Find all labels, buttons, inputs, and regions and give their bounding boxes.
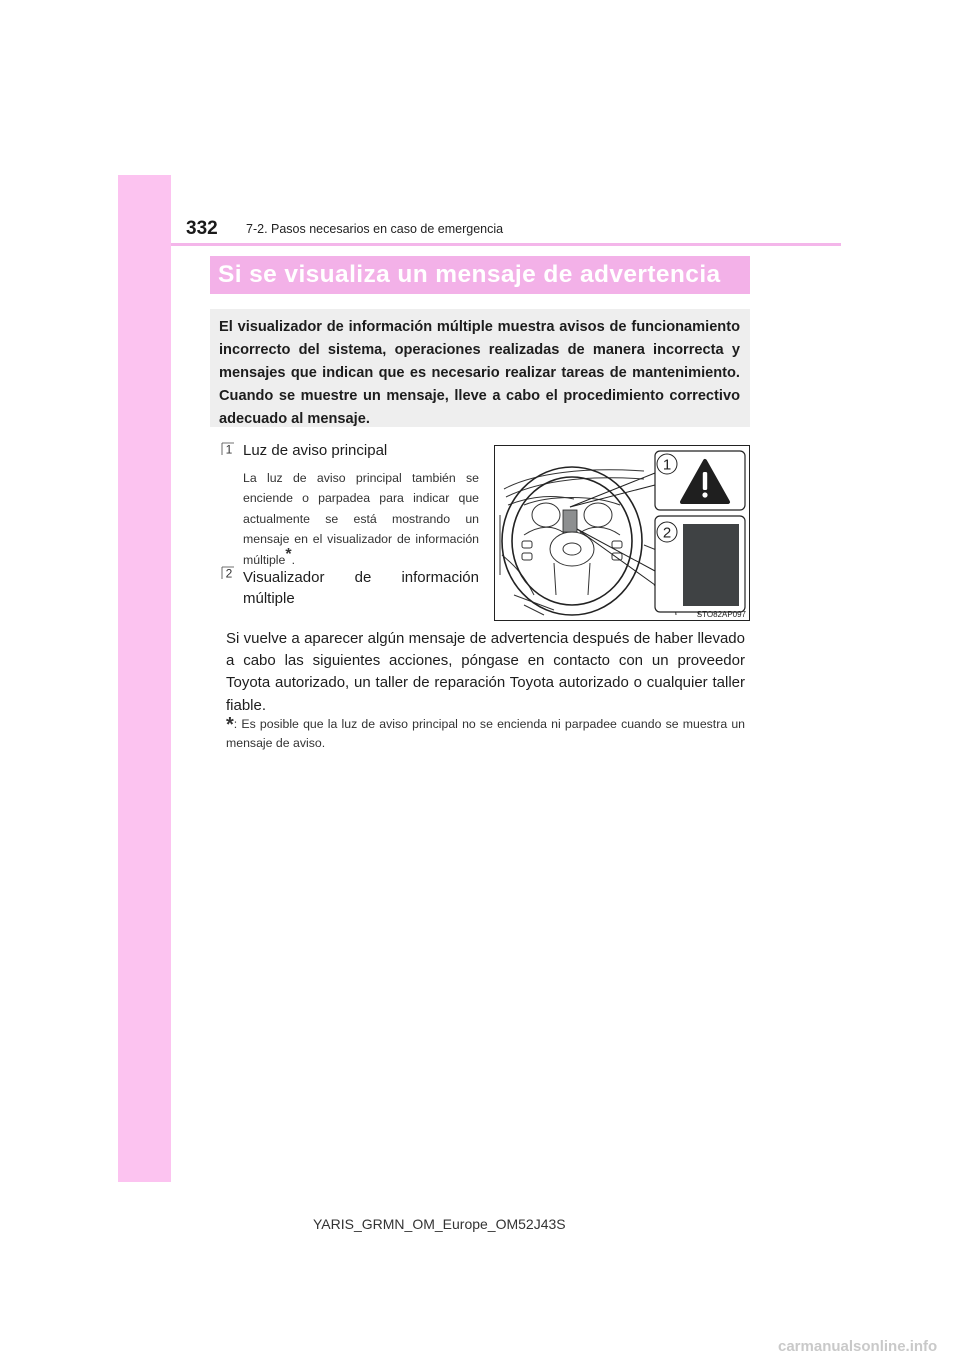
- footnote-star: *: [226, 714, 234, 736]
- item-number-1-icon: [221, 442, 235, 456]
- section-heading: [210, 256, 750, 294]
- item-label-2-text: Visualizador de información múltiple: [243, 569, 479, 607]
- section-title: 7-2. Pasos necesarios en caso de emergencia: [246, 222, 504, 236]
- item-description-1: [243, 468, 479, 570]
- item-number-1: 1: [225, 442, 233, 456]
- multi-information-display: [683, 524, 739, 606]
- chapter-side-bar: [118, 175, 171, 1182]
- page-number: 332: [186, 218, 218, 239]
- item-label-2: [243, 567, 479, 609]
- footnote-marker: *: [285, 545, 292, 563]
- item-number-2: 2: [225, 566, 233, 580]
- section-heading-text: Si se visualiza un mensaje de advertencia: [218, 261, 721, 288]
- footnote: [226, 715, 745, 752]
- header-rule: [171, 243, 841, 246]
- callout-number-2: 2: [662, 524, 672, 542]
- dashboard-figure: [494, 445, 750, 621]
- item-description-1-end: .: [291, 552, 296, 567]
- item-number-2-icon: [221, 566, 235, 580]
- item-description-1-text: La luz de aviso principal también se enciende o parpadea para indicar que actualmente se está mostrando un mensaje en el visualizador de información múltiple: [243, 471, 479, 567]
- body-paragraph: Si vuelve a aparecer algún mensaje de advertencia después de haber llevado a cabo las siguientes acciones, póngase en contacto con un proveedor Toyota autorizado, un taller de reparación Toyota autorizado o cualquier taller fiable.: [226, 630, 745, 714]
- callout-number-1: 1: [662, 456, 672, 474]
- item-label-1: Luz de aviso principal: [243, 442, 388, 459]
- footnote-separator: :: [233, 717, 238, 731]
- footnote-text: Es posible que la luz de aviso principal no se encienda ni parpadee cuando se muestra un mensaje de aviso.: [226, 717, 746, 750]
- watermark: carmanualsonline.info: [778, 1338, 938, 1355]
- intro-box: [210, 309, 750, 427]
- footer-code: YARIS_GRMN_OM_Europe_OM52J43S: [313, 1216, 566, 1232]
- figure-code: STO82AP097: [696, 610, 746, 619]
- dashboard-illustration: [494, 445, 750, 621]
- intro-text: El visualizador de información múltiple muestra avisos de funcionamiento incorrecto del sistema, operaciones realizadas de manera incorrecta y mensajes que indican que es necesario realizar tareas de mantenimiento. Cuando se muestre un mensaje, lleve a cabo el procedimiento correctivo adecuado al mensaje.: [219, 319, 740, 427]
